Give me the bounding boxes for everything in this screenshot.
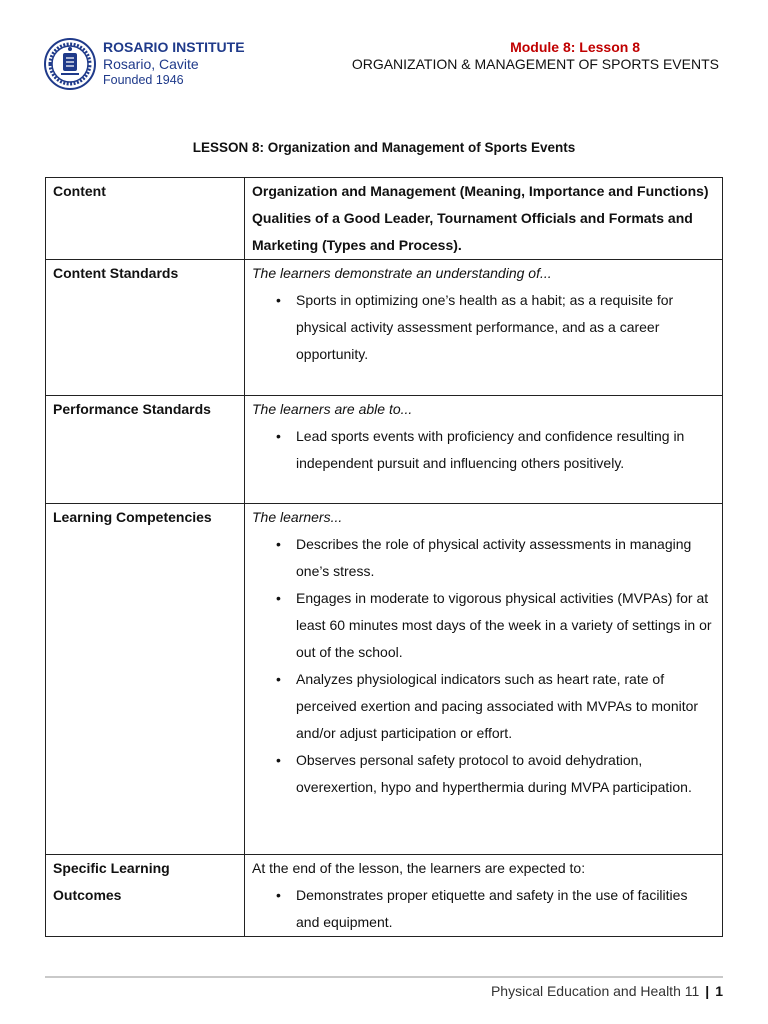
page-number: 1 [715, 983, 723, 999]
table-row-performance-standards [46, 396, 723, 504]
lesson-title: LESSON 8: Organization and Management of Sports Events [192, 140, 576, 155]
footer-divider [45, 976, 723, 978]
row-value-learning-competencies [245, 504, 723, 855]
page-footer [491, 983, 723, 999]
footer-subject: Physical Education and Health 11 [490, 983, 700, 999]
page-header [0, 0, 768, 110]
module-title: Module 8: Lesson 8 [510, 39, 640, 55]
list-item: • Demonstrates proper etiquette and safety in the use of facilities and equipment. [252, 882, 714, 936]
content-standards-intro: The learners demonstrate an understanding of... [252, 265, 552, 281]
rosario-institute-seal-logo [44, 38, 96, 90]
footer-separator: | [705, 983, 710, 999]
learning-competencies-intro: The learners... [252, 509, 343, 525]
list-item: • Analyzes physiological indicators such as heart rate, rate of perceived exertion and pacing associated with MVPAs to monitor and/or adjust participation or effort. [252, 666, 714, 747]
table-row-learning-competencies [46, 504, 723, 855]
row-label-learning-competencies: Learning Competencies [46, 504, 245, 855]
row-label-content: Content [46, 178, 245, 260]
performance-standards-list [252, 423, 714, 477]
module-subtitle: ORGANIZATION & MANAGEMENT OF SPORTS EVENTS [351, 56, 719, 72]
table-row-content-standards [46, 260, 723, 396]
row-label-performance-standards: Performance Standards [46, 396, 245, 504]
lesson-overview-table [45, 177, 723, 937]
table-row-specific-learning-outcomes [46, 855, 723, 937]
row-value-specific-learning-outcomes [245, 855, 723, 937]
row-value-performance-standards [245, 396, 723, 504]
content-text: Organization and Management (Meaning, Importance and Functions) Qualities of a Good Leader, Tournament Officials and Formats and Marketing (Types and Process). [252, 183, 709, 253]
row-value-content [245, 178, 723, 260]
list-item: • Engages in moderate to vigorous physical activities (MVPAs) for at least 60 minutes most days of the week in a variety of settings in or out of the school. [252, 585, 714, 666]
row-label-specific-learning-outcomes: Specific Learning Outcomes [46, 855, 245, 937]
learning-competencies-list [252, 531, 714, 801]
specific-learning-outcomes-list [252, 882, 714, 936]
list-item: • Observes personal safety protocol to avoid dehydration, overexertion, hypo and hyperthermia during MVPA participation. [252, 747, 714, 801]
content-standards-list [252, 287, 714, 368]
institution-name: ROSARIO INSTITUTE [103, 39, 245, 55]
table-row-content [46, 178, 723, 260]
specific-learning-outcomes-intro: At the end of the lesson, the learners are expected to: [252, 860, 586, 876]
performance-standards-intro: The learners are able to... [252, 401, 413, 417]
row-label-content-standards: Content Standards [46, 260, 245, 396]
list-item: • Describes the role of physical activity assessments in managing one’s stress. [252, 531, 714, 585]
list-item: • Lead sports events with proficiency and confidence resulting in independent pursuit and influencing others positively. [252, 423, 714, 477]
institution-location: Rosario, Cavite [103, 56, 199, 72]
list-item: • Sports in optimizing one’s health as a habit; as a requisite for physical activity assessment performance, and as a career opportunity. [252, 287, 714, 368]
row-value-content-standards [245, 260, 723, 396]
institution-founded: Founded 1946 [103, 73, 184, 87]
